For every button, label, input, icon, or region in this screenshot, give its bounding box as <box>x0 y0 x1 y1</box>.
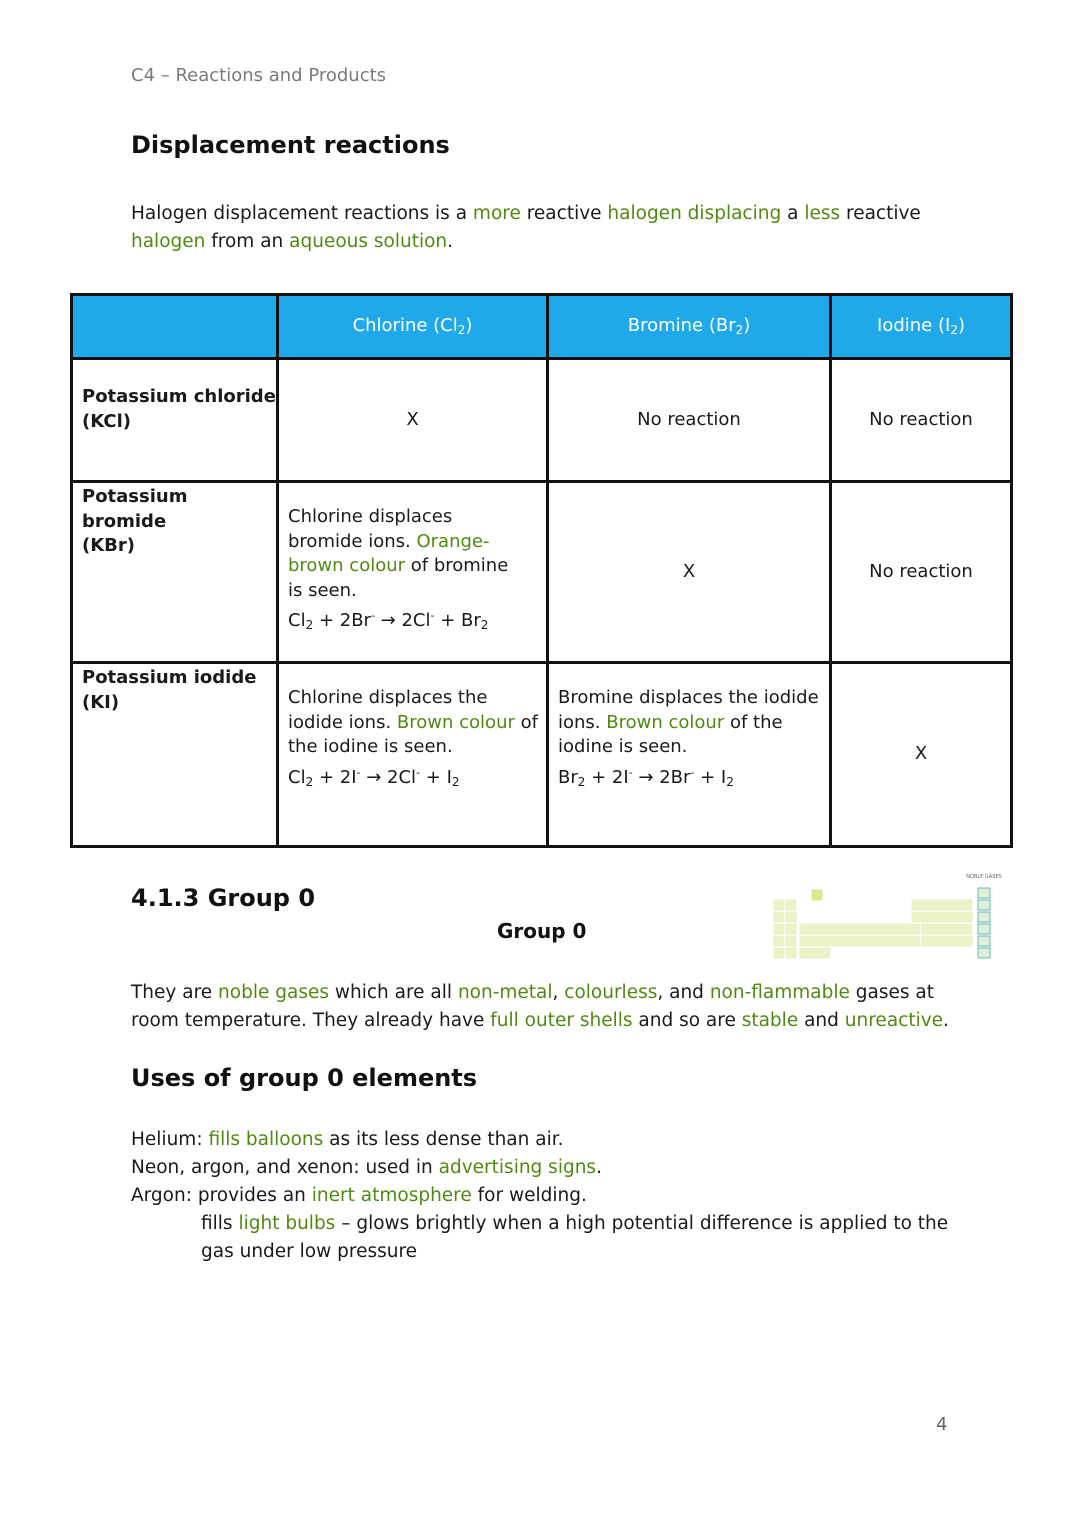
header-bromine: Bromine $(Br_2)$ <box>548 295 831 359</box>
noble-gases-figure-label: NOBLE GASES <box>966 874 1002 880</box>
equation-kbr-cl: $Cl_2 + 2Br^- \to 2Cl^- + Br_2$ <box>288 609 489 632</box>
uses-heading: Uses of group 0 elements <box>131 1064 478 1092</box>
uses-list <box>131 1126 971 1266</box>
group0-heading: 4.1.3 Group 0 <box>131 884 316 912</box>
table-row-kbr <box>72 482 1012 663</box>
displacement-heading: Displacement reactions <box>131 131 450 159</box>
cell-kbr-bromine: X <box>548 482 831 663</box>
header-iodine: Iodine $(I_2)$ <box>831 295 1012 359</box>
header-chlorine: Chlorine $(Cl_2)$ <box>278 295 548 359</box>
use-helium: Helium: fills balloons as its less dense than air. <box>131 1129 564 1150</box>
group0-caption: Group 0 <box>497 919 587 943</box>
table-header-row <box>72 295 1012 359</box>
cell-ki-bromine: Bromine displaces the iodide ions. Brown colour of the iodine is seen. $Br_2 + 2I^- \to 2Br^- + I_2$ <box>548 663 831 847</box>
corner-cell <box>72 295 278 359</box>
row-label-kbr: Potassium bromide (KBr) <box>72 482 278 663</box>
row-label-ki: Potassium iodide (KI) <box>72 663 278 847</box>
equation-ki-br: $Br_2 + 2I^- \to 2Br^- + I_2$ <box>558 765 734 789</box>
page-number: 4 <box>936 1414 948 1435</box>
table-row-kcl <box>72 359 1012 482</box>
cell-kbr-chlorine: Chlorine displaces bromide ions. Orange-brown colour of bromine is seen. $Cl_2 + 2Br^- \to 2Cl^- + Br_2$ <box>278 482 548 663</box>
row-label-kcl: Potassium chloride (KCl) <box>72 359 278 482</box>
table-row-ki <box>72 663 1012 847</box>
halogen-displacement-table <box>70 293 1013 848</box>
page-header: C4 – Reactions and Products <box>131 65 387 86</box>
periodic-table-figure <box>772 868 1002 968</box>
group0-description: They are noble gases which are all non-metal, colourless, and non-flammable gases at room temperature. They already have full outer shells and so are stable and unreactive. <box>131 982 949 1031</box>
equation-ki-cl: $Cl_2 + 2I^- \to 2Cl^- + I_2$ <box>288 765 460 789</box>
use-argon: Argon: provides an inert atmosphere for welding. <box>131 1185 587 1206</box>
cell-kcl-iodine: No reaction <box>831 359 1012 482</box>
displacement-intro: Halogen displacement reactions is a more reactive halogen displacing a less reactive halogen from an aqueous solution. <box>131 203 921 252</box>
use-neon: Neon, argon, and xenon: used in advertising signs. <box>131 1157 602 1178</box>
cell-kbr-iodine: No reaction <box>831 482 1012 663</box>
cell-ki-chlorine: Chlorine displaces the iodide ions. Brown colour of the iodine is seen. $Cl_2 + 2I^- \to 2Cl^- + I_2$ <box>278 663 548 847</box>
cell-kcl-bromine: No reaction <box>548 359 831 482</box>
use-light-bulbs: fills light bulbs – glows brightly when a high potential difference is applied to the gas under low pressure <box>201 1213 949 1262</box>
cell-ki-iodine: X <box>831 663 1012 847</box>
cell-kcl-chlorine: X <box>278 359 548 482</box>
